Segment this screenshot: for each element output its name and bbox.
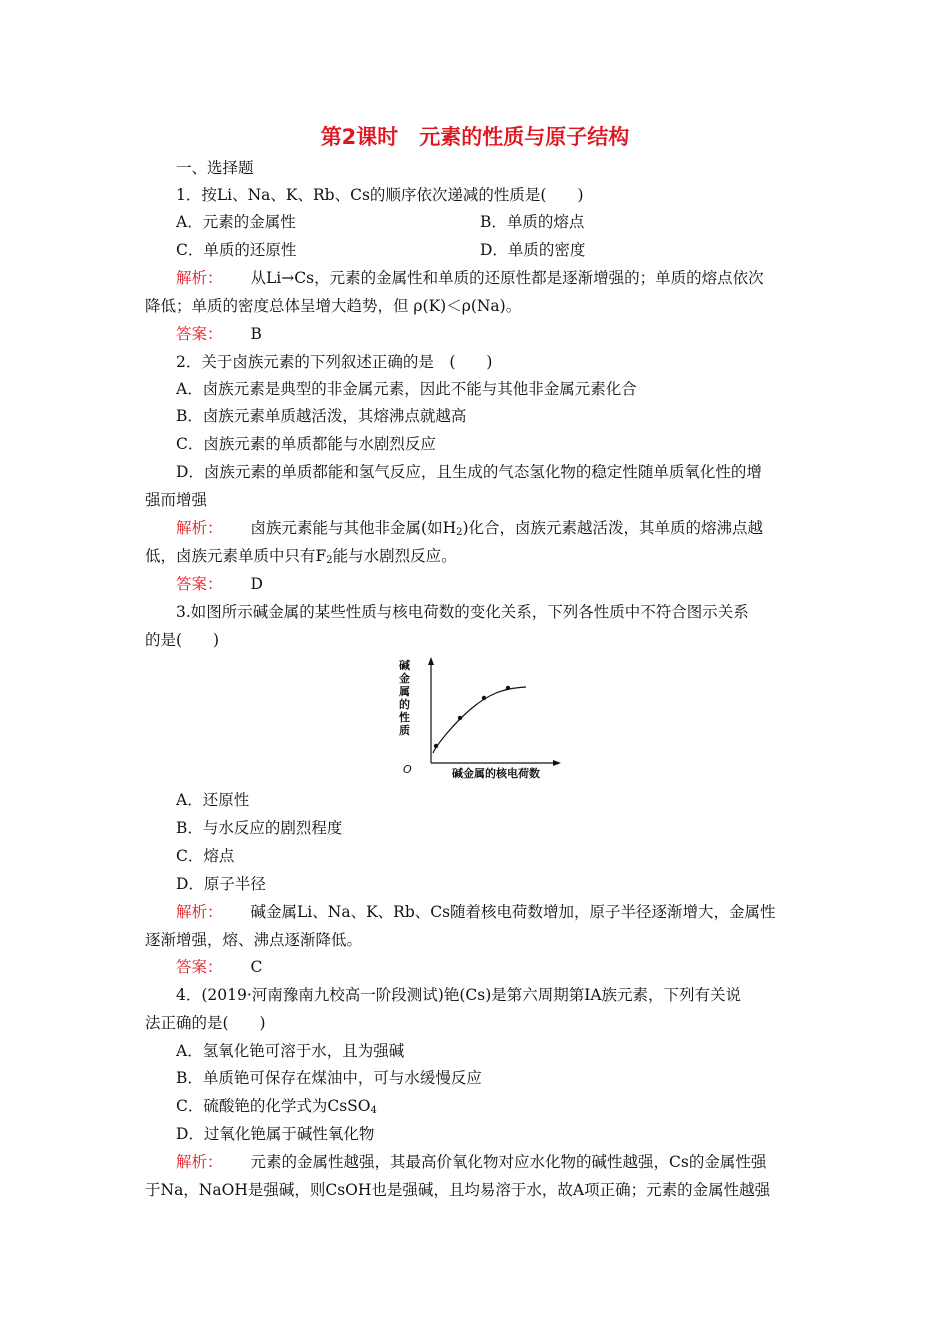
analysis-text: 从Li→Cs，元素的金属性和单质的还原性都是逐渐增强的；单质的熔点依次 [250,269,764,287]
analysis-text: 元素的金属性越强，其最高价氧化物对应水化物的碱性越强，Cs的金属性强 [250,1153,767,1171]
y-axis-label-char: 的 [399,698,410,711]
series-points [434,686,510,748]
y-axis-label [398,658,411,737]
analysis-label: 解析： [176,903,223,921]
answer-value: B [250,325,262,343]
q4-option-d: D．过氧化铯属于碱性氧化物 [176,1125,375,1143]
q2-stem: 2．关于卤族元素的下列叙述正确的是 ( ) [176,353,493,371]
subscript: 4 [370,1105,377,1116]
alkali-metal-chart [395,655,565,785]
q2-analysis [176,518,763,538]
answer-label: 答案： [176,958,223,976]
analysis-label: 解析： [176,519,223,537]
analysis-text: )化合，卤族元素越活泼，其单质的熔沸点越 [462,519,764,537]
data-point [458,716,462,720]
q3-stem: 3.如图所示碱金属的某些性质与核电荷数的变化关系，下列各性质中不符合图示关系 [176,603,749,621]
subscript: 2 [326,555,333,566]
q4-analysis-cont: 于Na，NaOH是强碱，则CsOH也是强碱，且均易溶于水，故A项正确；元素的金属性越强 [145,1181,771,1199]
q3-option-c: C．熔点 [176,847,235,865]
x-axis-arrow [553,760,561,766]
q3-option-d: D．原子半径 [176,875,266,893]
y-axis-label-char: 质 [399,724,410,737]
q3-option-a: A．还原性 [176,791,250,809]
q4-stem-cont: 法正确的是( ) [145,1014,266,1032]
origin-label: O [403,763,412,776]
y-axis-label-char: 属 [399,685,410,698]
q2-analysis-cont [145,546,457,566]
option-text: C．硫酸铯的化学式为CsSO [176,1097,371,1115]
y-axis-label-char: 碱 [399,659,410,672]
q1-analysis-cont: 降低；单质的密度总体呈增大趋势，但 ρ(K)＜ρ(Na)。 [145,297,522,315]
q2-option-a: A．卤族元素是典型的非金属元素，因此不能与其他非金属元素化合 [176,380,637,398]
q2-option-c: C．卤族元素的单质都能与水剧烈反应 [176,435,436,453]
data-point [434,744,438,748]
q2-option-b: B．卤族元素单质越活泼，其熔沸点就越高 [176,407,467,425]
data-point [482,696,486,700]
analysis-text: 能与水剧烈反应。 [332,547,457,565]
subscript: 2 [456,527,463,538]
analysis-text: 低，卤族元素单质中只有F [145,547,327,565]
q3-analysis [176,902,776,922]
q4-analysis [176,1152,766,1172]
q1-option-b: B．单质的熔点 [480,213,585,231]
answer-value: C [250,958,263,976]
q4-stem: 4．(2019·河南豫南九校高一阶段测试)铯(Cs)是第六周期第ⅠA族元素，下列有关说 [176,986,742,1004]
page-title: 第2课时 元素的性质与原子结构 [320,125,630,149]
series-curve [433,687,526,753]
analysis-text: 卤族元素能与其他非金属(如H [250,519,457,537]
section-heading: 一、选择题 [176,159,254,177]
answer-value: D [250,575,263,593]
chart-svg [395,655,565,785]
analysis-text: 碱金属Li、Na、K、Rb、Cs随着核电荷数增加，原子半径逐渐增大，金属性 [250,903,776,921]
analysis-label: 解析： [176,269,223,287]
x-axis-label: 碱金属的核电荷数 [452,767,540,780]
q2-answer [176,574,263,594]
q4-option-c [176,1096,377,1116]
q3-stem-cont: 的是( ) [145,631,220,649]
q1-answer [176,324,262,344]
y-axis-label-char: 金 [399,672,410,685]
y-axis-arrow [428,657,434,665]
analysis-label: 解析： [176,1153,223,1171]
answer-label: 答案： [176,575,223,593]
q1-stem: 1．按Li、Na、K、Rb、Cs的顺序依次递减的性质是( ) [176,186,584,204]
q4-option-b: B．单质铯可保存在煤油中，可与水缓慢反应 [176,1069,482,1087]
q4-option-a: A．氢氧化铯可溶于水，且为强碱 [176,1042,405,1060]
q1-option-a: A．元素的金属性 [176,213,296,231]
q2-option-d-cont: 强而增强 [145,491,208,509]
q3-analysis-cont: 逐渐增强，熔、沸点逐渐降低。 [145,931,363,949]
data-point [506,686,510,690]
q3-option-b: B．与水反应的剧烈程度 [176,819,343,837]
answer-label: 答案： [176,325,223,343]
q2-option-d: D．卤族元素的单质都能和氢气反应，且生成的气态氢化物的稳定性随单质氧化性的增 [176,463,762,481]
q1-analysis [176,268,764,288]
q1-option-d: D．单质的密度 [480,241,586,259]
q1-option-c: C．单质的还原性 [176,241,297,259]
q3-answer [176,957,262,977]
y-axis-label-char: 性 [399,711,410,724]
